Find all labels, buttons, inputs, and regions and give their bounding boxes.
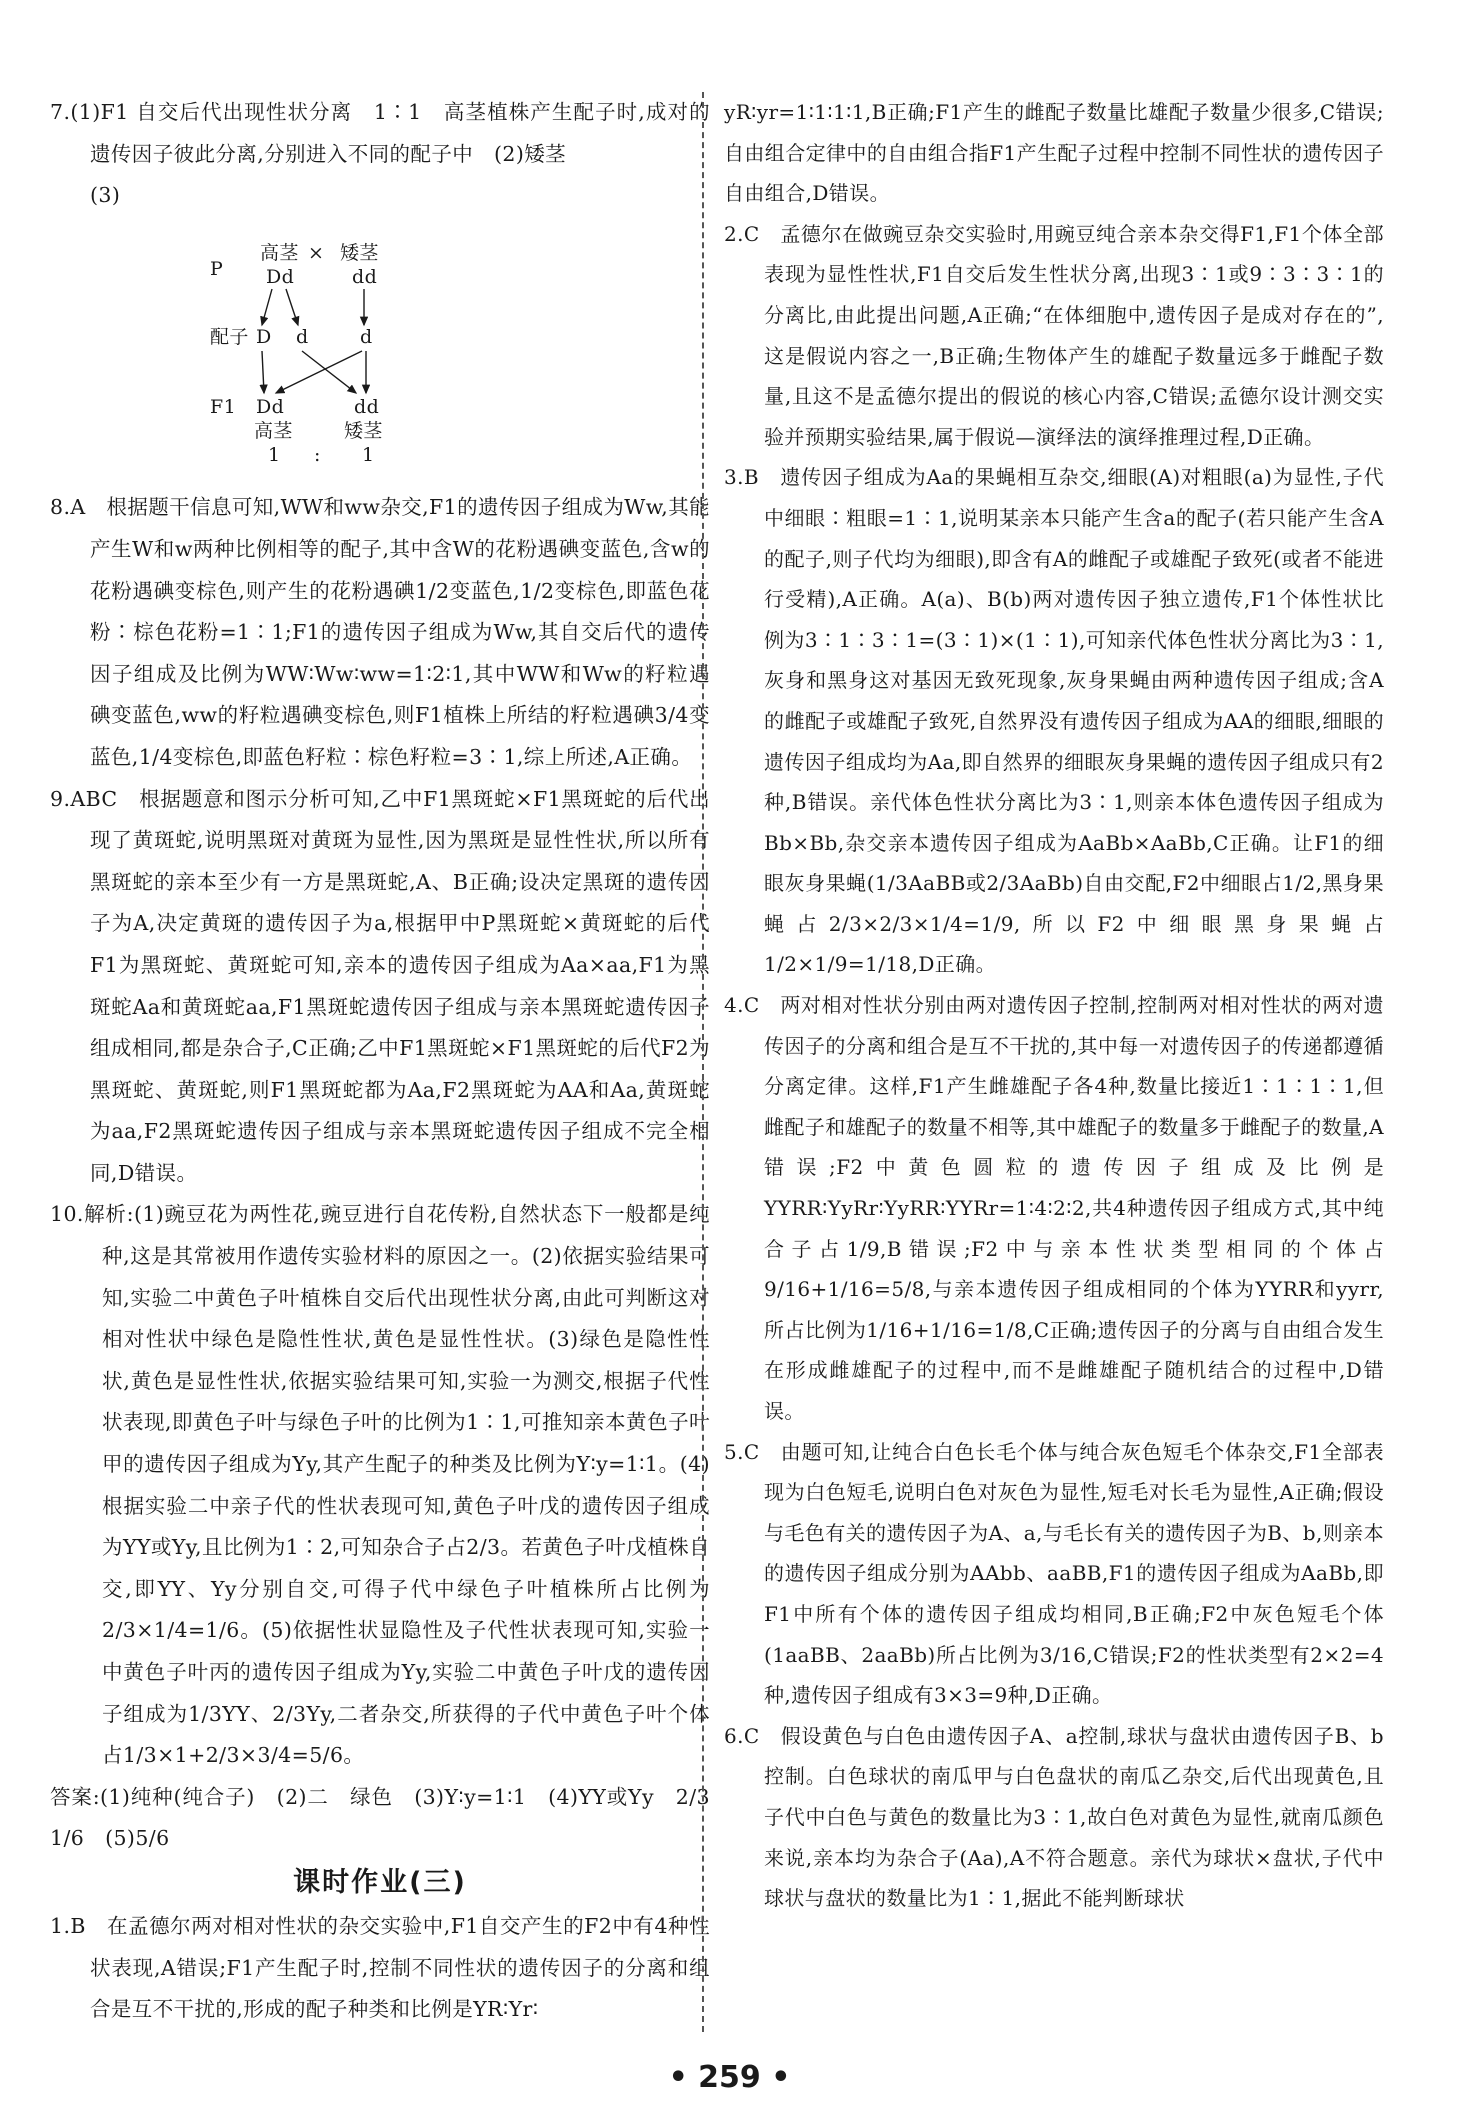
section-title: 课时作业(三) bbox=[293, 1866, 467, 1898]
column-divider bbox=[702, 92, 704, 2032]
diagram-cross-sign: × bbox=[308, 241, 325, 264]
diagram-p-label: P bbox=[210, 257, 224, 280]
diagram-gamete-d1: d bbox=[296, 325, 309, 348]
diagram-parent-Dd: Dd bbox=[266, 265, 295, 288]
answer-s1-continued: yR∶yr=1∶1∶1∶1,B正确;F1产生的雌配子数量比雄配子数量少很多,C错误;自由组合定律中的自由组合指F1产生配子过程中控制不同性状的遗传因子自由组合,D错误。 bbox=[724, 100, 1384, 206]
diagram-short-parent: 矮茎 bbox=[340, 241, 379, 264]
diagram-ratio-colon: : bbox=[314, 443, 321, 466]
diagram-gamete-d2: d bbox=[360, 325, 373, 348]
diagram-f1-label: F1 bbox=[210, 395, 237, 418]
answer-9-text: 9.ABC 根据题意和图示分析可知,乙中F1黑斑蛇×F1黑斑蛇的后代出现了黄斑蛇,说明黑斑对黄斑为显性,因为黑斑是显性性状,所以所有黑斑蛇的亲本至少有一方是黑斑蛇,A、B正确;设决定黑斑的遗传因子为A,决定黄斑的遗传因子为a,根据甲中P黑斑蛇×黄斑蛇的后代F1为黑斑蛇、黄斑蛇可知,亲本的遗传因子组成为Aa×aa,F1为黑斑蛇Aa和黄斑蛇aa,F1黑斑蛇遗传因子组成与亲本黑斑蛇遗传因子组成相同,都是杂合子,C正确;乙中F1黑斑蛇×F1黑斑蛇的后代F2为黑斑蛇、黄斑蛇,则F1黑斑蛇都为Aa,F2黑斑蛇为AA和Aa,黄斑蛇为aa,F2黑斑蛇遗传因子组成与亲本黑斑蛇遗传因子组成不完全相同,D错误。 bbox=[50, 786, 711, 1185]
left-column bbox=[50, 92, 731, 2031]
page-number: • 259 • bbox=[668, 2060, 791, 2095]
answer-7-part3: (3) bbox=[90, 183, 121, 208]
answer-s3-text: 3.B 遗传因子组成为Aa的果蝇相互杂交,细眼(A)对粗眼(a)为显性,子代中细眼∶粗眼=1∶1,说明某亲本只能产生含a的配子(若只能产生含A的配子,则子代均为细眼),即含有A的雌配子或雄配子致死(或者不能进行受精),A正确。A(a)、B(b)两对遗传因子独立遗传,F1个体性状比例为3∶1∶3∶1=(3∶1)×(1∶1),可知亲代体色性状分离比为3∶1,灰身和黑身这对基因无致死现象,灰身果蝇由两种遗传因子组成;含A的雌配子或雄配子致死,自然界没有遗传因子组成为AA的细眼,细眼的遗传因子组成均为Aa,即自然界的细眼灰身果蝇的遗传因子组成只有2种,B错误。亲代体色性状分离比为3∶1,则亲本体色遗传因子组成为Bb×Bb,杂交亲本遗传因子组成为AaBb×AaBb,C正确。让F1的细眼灰身果蝇(1/3AaBB或2/3AaBb)自由交配,F2中细眼占1/2,黑身果蝇占2/3×2/3×1/4=1/9,所以F2中细眼黑身果蝇占1/2×1/9=1/18,D正确。 bbox=[724, 465, 1384, 977]
diagram-offspring-short: 矮茎 bbox=[344, 419, 383, 442]
diagram-tall-parent: 高茎 bbox=[260, 241, 299, 264]
diagram-ratio-1b: 1 bbox=[362, 443, 375, 466]
diagram-gamete-label: 配子 bbox=[210, 325, 249, 348]
answer-7-text: 7.(1)F1 自交后代出现性状分离 1∶1 高茎植株产生配子时,成对的遗传因子彼此分离,分别进入不同的配子中 (2)矮茎 bbox=[50, 100, 710, 166]
diagram-gamete-D: D bbox=[256, 325, 272, 348]
right-column bbox=[724, 92, 1384, 1919]
genetic-cross-diagram bbox=[50, 217, 670, 467]
answer-10-analysis: 10.解析:(1)豌豆花为两性花,豌豆进行自花传粉,自然状态下一般都是纯种,这是其常被用作遗传实验材料的原因之一。(2)依据实验结果可知,实验二中黄色子叶植株自交后代出现性状分离,由此可判断这对相对性状中绿色是隐性性状,黄色是显性性状。(3)绿色是隐性性状,黄色是显性性状,依据实验结果可知,实验一为测交,根据子代性状表现,即黄色子叶与绿色子叶的比例为1∶1,可推知亲本黄色子叶甲的遗传因子组成为Yy,其产生配子的种类及比例为Y∶y=1∶1。(4)根据实验二中亲子代的性状表现可知,黄色子叶戊的遗传因子组成为YY或Yy,且比例为1∶2,可知杂合子占2/3。若黄色子叶戊植株自交,即YY、Yy分别自交,可得子代中绿色子叶植株所占比例为2/3×1/4=1/6。(5)依据性状显隐性及子代性状表现可知,实验一中黄色子叶丙的遗传因子组成为Yy,实验二中黄色子叶戊的遗传因子组成为1/3YY、2/3Yy,二者杂交,所获得的子代中黄色子叶个体占1/3×1+2/3×3/4=5/6。 bbox=[50, 1202, 710, 1768]
diagram-offspring-dd: dd bbox=[354, 395, 380, 418]
diagram-parent-dd: dd bbox=[352, 265, 378, 288]
answer-s4-text: 4.C 两对相对性状分别由两对遗传因子控制,控制两对相对性状的两对遗传因子的分离和组合是互不干扰的,其中每一对遗传因子的传递都遵循分离定律。这样,F1产生雌雄配子各4种,数量比接近1∶1∶1∶1,但雌配子和雄配子的数量不相等,其中雄配子的数量多于雌配子的数量,A错误;F2中黄色圆粒的遗传因子组成及比例是YYRR∶YyRr∶YyRR∶YYRr=1∶4∶2∶2,共4种遗传因子组成方式,其中纯合子占1/9,B错误;F2中与亲本性状类型相同的个体占9/16+1/16=5/8,与亲本遗传因子组成相同的个体为YYRR和yyrr,所占比例为1/16+1/16=1/8,C正确;遗传因子的分离与自由组合发生在形成雌雄配子的过程中,而不是雌雄配子随机结合的过程中,D错误。 bbox=[724, 993, 1384, 1423]
answer-10-key: 答案:(1)纯种(纯合子) (2)二 绿色 (3)Y∶y=1∶1 (4)YY或Yy 2/3 1/6 (5)5/6 bbox=[50, 1784, 731, 1851]
answer-s6-text: 6.C 假设黄色与白色由遗传因子A、a控制,球状与盘状由遗传因子B、b控制。白色球状的南瓜甲与白色盘状的南瓜乙杂交,后代出现黄色,且子代中白色与黄色的数量比为3∶1,故白色对黄色为显性,就南瓜颜色来说,亲本均为杂合子(Aa),A不符合题意。亲代为球状×盘状,子代中球状与盘状的数量比为1∶1,据此不能判断球状 bbox=[724, 1723, 1384, 1911]
diagram-offspring-tall: 高茎 bbox=[254, 419, 293, 442]
answer-s5-text: 5.C 由题可知,让纯合白色长毛个体与纯合灰色短毛个体杂交,F1全部表现为白色短毛,说明白色对灰色为显性,短毛对长毛为显性,A正确;假设与毛色有关的遗传因子为A、a,与毛长有关的遗传因子为B、b,则亲本的遗传因子组成分别为AAbb、aaBB,F1的遗传因子组成为AaBb,即F1中所有个体的遗传因子组成均相同,B正确;F2中灰色短毛个体(1aaBB、2aaBb)所占比例为3/16,C错误;F2的性状类型有2×2=4种,遗传因子组成有3×3=9种,D正确。 bbox=[724, 1439, 1384, 1708]
diagram-offspring-Dd: Dd bbox=[256, 395, 285, 418]
diagram-ratio-1a: 1 bbox=[268, 443, 281, 466]
answer-8-text: 8.A 根据题干信息可知,WW和ww杂交,F1的遗传因子组成为Ww,其能产生W和w两种比例相等的配子,其中含W的花粉遇碘变蓝色,含w的花粉遇碘变棕色,则产生的花粉遇碘1/2变蓝色,1/2变棕色,即蓝色花粉∶棕色花粉=1∶1;F1的遗传因子组成为Ww,其自交后代的遗传因子组成及比例为WW∶Ww∶ww=1∶2∶1,其中WW和Ww的籽粒遇碘变蓝色,ww的籽粒遇碘变棕色,则F1植株上所结的籽粒遇碘3/4变蓝色,1/4变棕色,即蓝色籽粒∶棕色籽粒=3∶1,综上所述,A正确。 bbox=[50, 495, 710, 769]
answer-s2-text: 2.C 孟德尔在做豌豆杂交实验时,用豌豆纯合亲本杂交得F1,F1个体全部表现为显性性状,F1自交后发生性状分离,出现3∶1或9∶3∶3∶1的分离比,由此提出问题,A正确;“在体细胞中,遗传因子是成对存在的”,这是假说内容之一,B正确;生物体产生的雄配子数量远多于雌配子数量,且这不是孟德尔提出的假说的核心内容,C错误;孟德尔设计测交实验并预期实验结果,属于假说—演绎法的演绎推理过程,D正确。 bbox=[724, 221, 1384, 449]
answer-s1-text: 1.B 在孟德尔两对相对性状的杂交实验中,F1自交产生的F2中有4种性状表现,A错误;F1产生配子时,控制不同性状的遗传因子的分离和组合是互不干扰的,形成的配子种类和比例是YR∶Yr∶ bbox=[50, 1913, 710, 2022]
